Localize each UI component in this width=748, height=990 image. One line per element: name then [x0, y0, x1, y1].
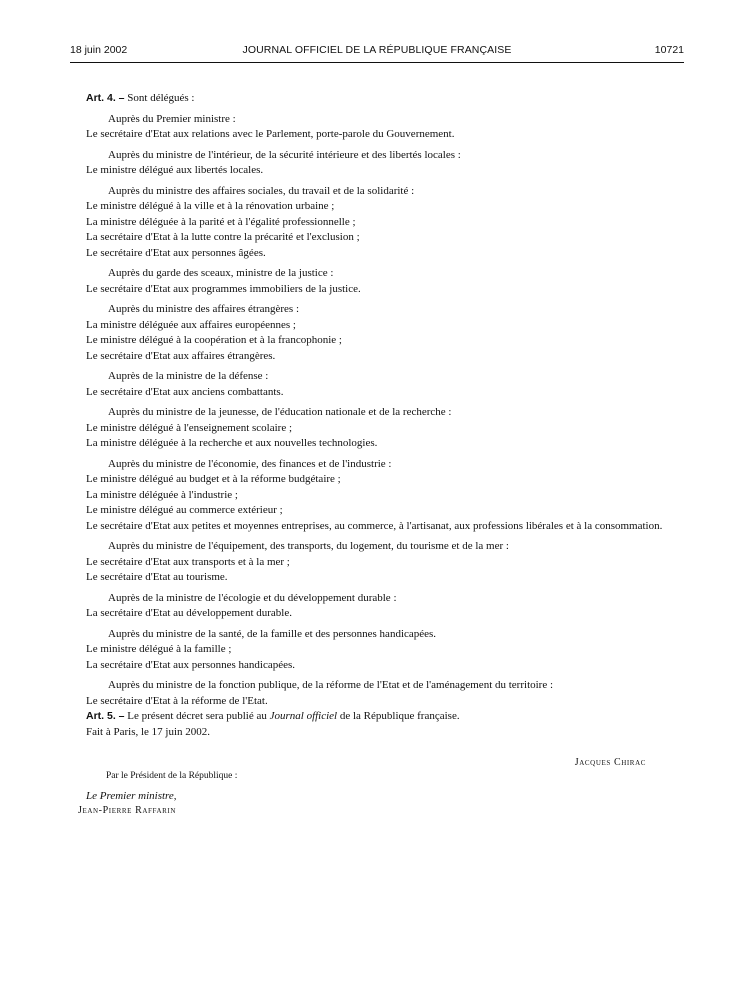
- delegate-line: La ministre déléguée aux affaires européennes ;: [86, 318, 296, 331]
- header-date: 18 juin 2002: [70, 44, 128, 56]
- article-4-text: Sont délégués :: [127, 92, 195, 104]
- delegate-line: Le secrétaire d'Etat aux transports et à la mer ;: [86, 555, 290, 568]
- journal-title: JOURNAL OFFICIEL DE LA RÉPUBLIQUE FRANÇAISE: [242, 44, 512, 56]
- delegation-section: [86, 112, 684, 143]
- delegate-line: Le ministre délégué à la coopération et à la francophonie ;: [86, 334, 342, 346]
- delegate-line: Le secrétaire d'Etat aux personnes âgées.: [86, 246, 266, 259]
- document-body: [86, 91, 684, 740]
- delegate-line: Le secrétaire d'Etat à la réforme de l'Etat.: [86, 694, 268, 707]
- delegate-line: Le secrétaire d'Etat au tourisme.: [86, 571, 228, 583]
- delegate-line: Le ministre délégué à l'enseignement scolaire ;: [86, 421, 293, 434]
- article-5: [86, 709, 684, 725]
- delegate-line: Le ministre délégué à la ville et à la rénovation urbaine ;: [86, 200, 335, 212]
- page-number: 10721: [654, 44, 684, 56]
- delegate-line: Le secrétaire d'Etat aux anciens combattants.: [86, 385, 284, 398]
- par-le-president: Par le Président de la République :: [106, 771, 238, 781]
- delegate-line: Le secrétaire d'Etat aux affaires étrangères.: [86, 349, 276, 362]
- section-heading: Auprès du ministre de la santé, de la famille et des personnes handicapées.: [108, 627, 437, 640]
- article-4: [86, 91, 684, 107]
- section-heading: Auprès du ministre de l'équipement, des transports, du logement, du tourisme et de la mer :: [108, 540, 509, 552]
- article-5-text-before: Le présent décret sera publié au: [127, 710, 267, 722]
- article-4-label: Art. 4. –: [86, 92, 125, 104]
- section-heading: Auprès du ministre de la jeunesse, de l'éducation nationale et de la recherche :: [108, 406, 452, 418]
- section-heading: Auprès du ministre de la fonction publique, de la réforme de l'Etat et de l'aménagement du territoire :: [108, 679, 554, 691]
- delegation-section: [86, 266, 684, 297]
- section-heading: Auprès du garde des sceaux, ministre de la justice :: [108, 267, 334, 279]
- delegate-line: Le ministre délégué au budget et à la réforme budgétaire ;: [86, 473, 341, 485]
- article-5-text-after: de la République française.: [339, 710, 460, 722]
- president-name: Jacques Chirac: [574, 757, 646, 768]
- section-heading: Auprès du ministre de l'économie, des finances et de l'industrie :: [108, 457, 392, 470]
- delegation-section: [86, 591, 684, 622]
- page-header: [70, 44, 684, 63]
- delegate-line: Le secrétaire d'Etat aux programmes immobiliers de la justice.: [86, 282, 361, 295]
- delegate-line: La secrétaire d'Etat à la lutte contre la précarité et l'exclusion ;: [86, 231, 360, 243]
- delegate-line: Le ministre délégué à la famille ;: [86, 643, 232, 655]
- section-heading: Auprès de la ministre de l'écologie et du développement durable :: [108, 591, 397, 604]
- fait-a-paris: Fait à Paris, le 17 juin 2002.: [86, 725, 211, 738]
- section-heading: Auprès du ministre des affaires étrangères :: [108, 303, 300, 315]
- delegate-line: La secrétaire d'Etat au développement durable.: [86, 607, 292, 619]
- delegation-section: [86, 405, 684, 452]
- prime-minister-title: Le Premier ministre,: [86, 790, 177, 802]
- delegation-section: [86, 627, 684, 674]
- delegation-section: [86, 148, 684, 179]
- article-5-label: Art. 5. –: [86, 710, 125, 722]
- delegate-line: Le secrétaire d'Etat aux relations avec le Parlement, porte-parole du Gouvernement.: [86, 128, 455, 140]
- section-heading: Auprès du Premier ministre :: [108, 112, 236, 125]
- delegation-section: [86, 457, 684, 535]
- delegate-line: La ministre déléguée à la recherche et aux nouvelles technologies.: [86, 437, 378, 449]
- prime-minister-name-text: Jean-Pierre Raffarin: [78, 805, 176, 816]
- article-5-journal: Journal officiel: [269, 710, 338, 722]
- delegate-line: Le ministre délégué aux libertés locales.: [86, 164, 264, 176]
- delegation-section: [86, 369, 684, 400]
- delegation-section: [86, 539, 684, 586]
- delegation-section: [86, 678, 684, 709]
- delegations-list: [86, 112, 684, 710]
- delegation-section: [86, 302, 684, 364]
- delegate-line: La ministre déléguée à la parité et à l'égalité professionnelle ;: [86, 215, 356, 228]
- section-heading: Auprès du ministre de l'intérieur, de la sécurité intérieure et des libertés locales :: [108, 148, 461, 161]
- prime-minister-name: [78, 805, 176, 816]
- delegate-line: La secrétaire d'Etat aux personnes handicapées.: [86, 658, 296, 671]
- delegate-line: La ministre déléguée à l'industrie ;: [86, 488, 238, 501]
- president-signature: [575, 757, 646, 768]
- delegation-section: [86, 184, 684, 262]
- delegate-line: Le secrétaire d'Etat aux petites et moyennes entreprises, au commerce, à l'artisanat, aux professions libérales et à la consommation.: [86, 519, 663, 532]
- section-heading: Auprès du ministre des affaires sociales, du travail et de la solidarité :: [108, 184, 415, 197]
- delegate-line: Le ministre délégué au commerce extérieur ;: [86, 504, 283, 516]
- section-heading: Auprès de la ministre de la défense :: [108, 370, 269, 382]
